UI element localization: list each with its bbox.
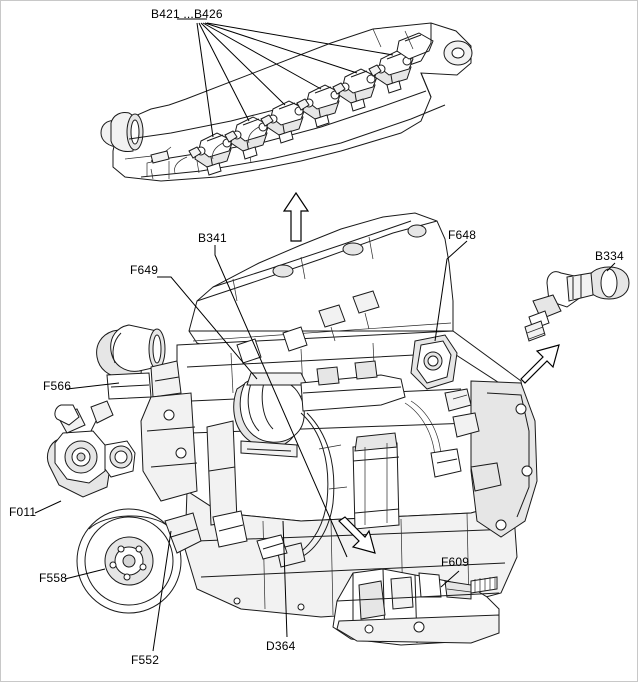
label-b334: B334 bbox=[595, 249, 624, 263]
label-f552: F552 bbox=[131, 653, 160, 667]
engine-line-art bbox=[1, 1, 638, 682]
label-f649: F649 bbox=[130, 263, 159, 277]
label-f609: F609 bbox=[441, 555, 470, 569]
label-f011: F011 bbox=[9, 505, 37, 519]
detail-sensor-b334 bbox=[525, 267, 629, 341]
label-f566: F566 bbox=[43, 379, 72, 393]
label-b421-b426: B421 ...B426 bbox=[151, 7, 223, 21]
detail-rocker-arms bbox=[101, 23, 472, 181]
label-b341: B341 bbox=[198, 231, 227, 245]
label-f558: F558 bbox=[39, 571, 68, 585]
label-f648: F648 bbox=[448, 228, 477, 242]
label-d364: D364 bbox=[266, 639, 296, 653]
detail-starter-f609 bbox=[333, 569, 499, 645]
